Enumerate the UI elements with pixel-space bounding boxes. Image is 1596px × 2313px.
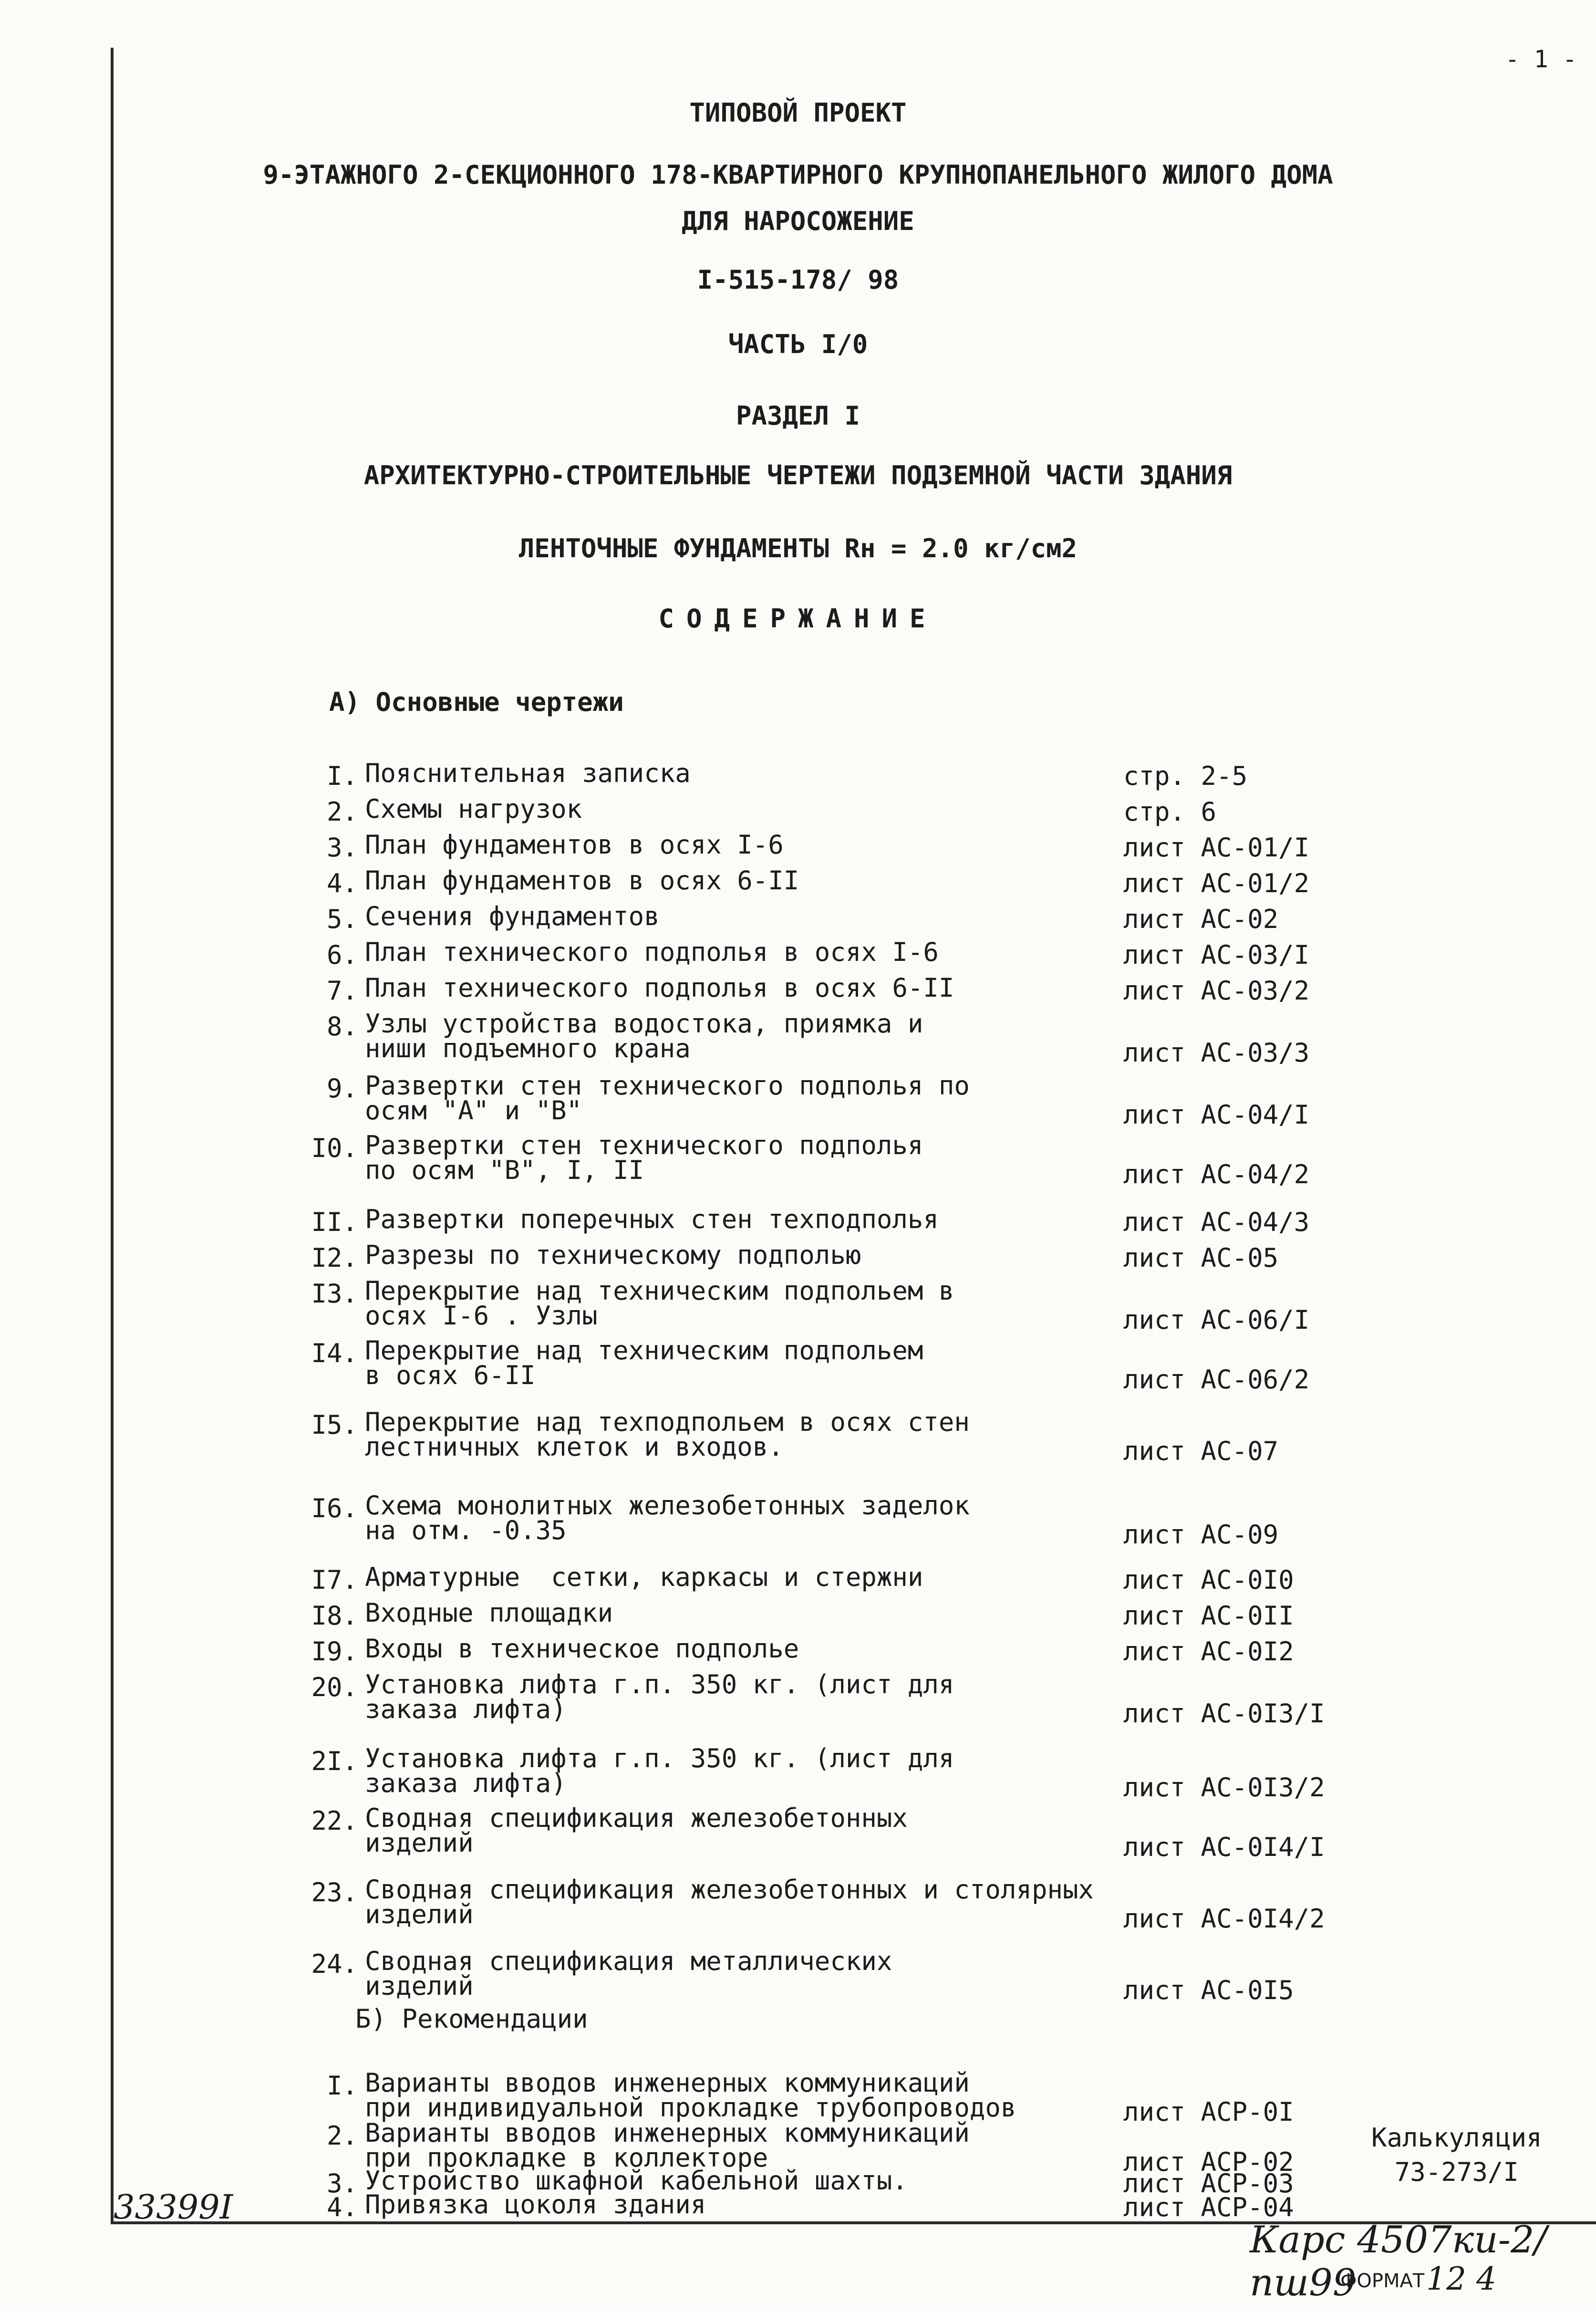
- contents-item-title: Узлы устройства водостока, приямка и ниши подъемного крана: [365, 1009, 923, 1063]
- contents-item-sheet: лист АС-07: [1123, 1436, 1279, 1466]
- contents-item-title: Перекрытие над техническим подпольем в осях 6-II: [365, 1335, 923, 1390]
- contents-item-number: I.: [326, 2071, 358, 2101]
- page-number: - 1 -: [1505, 45, 1577, 73]
- calculation-label: Калькуляция: [1371, 2123, 1542, 2153]
- contents-item-title: Сводная спецификация железобетонных и столярных изделий: [365, 1875, 1094, 1929]
- header-section: РАЗДЕЛ I: [736, 401, 860, 431]
- contents-item-sheet: лист АСР-03: [1123, 2168, 1294, 2198]
- contents-item-number: I5.: [311, 1410, 358, 1440]
- contents-item-number: 2I.: [311, 1746, 358, 1776]
- contents-item-title: План фундаментов в осях 6-II: [365, 865, 799, 896]
- contents-item-number: I4.: [311, 1338, 358, 1368]
- contents-item-title: Сводная спецификация металлических изделий: [365, 1946, 892, 2001]
- contents-item-sheet: лист АС-0I4/2: [1123, 1904, 1325, 1934]
- contents-item-number: 20.: [311, 1672, 358, 1702]
- format-label: ФОРМАТ: [1340, 2270, 1425, 2292]
- handwritten-note: Карс 4507ки-2/пш99: [1250, 2219, 1547, 2304]
- header-title-type: ТИПОВОЙ ПРОЕКТ: [689, 98, 907, 128]
- contents-item-sheet: лист АС-0II: [1123, 1601, 1294, 1631]
- contents-item-number: 6.: [326, 940, 358, 970]
- contents-item-title: План фундаментов в осях I-6: [365, 830, 784, 860]
- contents-item-number: 23.: [311, 1877, 358, 1907]
- contents-item-sheet: стр. 6: [1123, 797, 1217, 827]
- contents-item-title: Схема монолитных железобетонных заделок на отм. -0.35: [365, 1490, 970, 1545]
- contents-item-sheet: лист АС-06/2: [1123, 1365, 1310, 1395]
- header-purpose: ДЛЯ НАРОСОЖЕНИЕ: [682, 206, 914, 236]
- contents-item-number: I2.: [311, 1243, 358, 1273]
- contents-item-sheet: лист АС-05: [1123, 1243, 1279, 1273]
- contents-item-number: 24.: [311, 1949, 358, 1979]
- contents-item-number: 5.: [326, 904, 358, 934]
- frame-left-border: [111, 48, 114, 2223]
- calculation-block: [1371, 2121, 1542, 2189]
- contents-item-sheet: лист АС-03/3: [1123, 1038, 1310, 1068]
- header-foundation-spec: ЛЕНТОЧНЫЕ ФУНДАМЕНТЫ Rн = 2.0 кг/см2: [518, 533, 1078, 563]
- contents-item-number: I9.: [311, 1636, 358, 1667]
- contents-item-number: 4.: [326, 2192, 358, 2222]
- contents-item-sheet: лист АС-0I2: [1123, 1636, 1294, 1667]
- contents-item-number: I6.: [311, 1493, 358, 1523]
- contents-item-title: Развертки стен технического подполья по осям "А" и "В": [365, 1071, 970, 1125]
- contents-item-title: Устройство шкафной кабельной шахты.: [365, 2166, 908, 2196]
- calculation-value: 73-273/I: [1394, 2157, 1519, 2187]
- contents-item-number: 2.: [326, 2121, 358, 2151]
- contents-item-title: Входы в техническое подполье: [365, 1634, 799, 1664]
- contents-item-sheet: стр. 2-5: [1123, 761, 1248, 791]
- contents-item-number: 9.: [326, 1073, 358, 1104]
- contents-item-sheet: лист АС-0I0: [1123, 1565, 1294, 1595]
- contents-item-number: 22.: [311, 1806, 358, 1836]
- contents-item-sheet: лист АС-0I3/2: [1123, 1772, 1325, 1802]
- contents-item-sheet: лист АС-04/3: [1123, 1207, 1310, 1237]
- contents-item-sheet: лист АСР-02: [1123, 2147, 1294, 2177]
- contents-item-sheet: лист АС-06/I: [1123, 1305, 1310, 1335]
- contents-item-number: I8.: [311, 1601, 358, 1631]
- header-section-title: АРХИТЕКТУРНО-СТРОИТЕЛЬНЫЕ ЧЕРТЕЖИ ПОДЗЕМНОЙ ЧАСТИ ЗДАНИЯ: [363, 460, 1233, 490]
- contents-item-title: Сводная спецификация железобетонных изделий: [365, 1803, 908, 1858]
- contents-item-title: Пояснительная записка: [365, 758, 691, 788]
- archive-number: 33399I: [114, 2188, 233, 2227]
- contents-item-number: 4.: [326, 868, 358, 898]
- contents-item-title: Установка лифта г.п. 350 кг. (лист для заказа лифта): [365, 1669, 954, 1724]
- contents-item-sheet: лист АС-09: [1123, 1520, 1279, 1550]
- contents-item-title: Перекрытие над техподпольем в осях стен лестничных клеток и входов.: [365, 1407, 970, 1462]
- contents-item-number: I.: [326, 761, 358, 791]
- contents-item-sheet: лист АС-01/I: [1123, 833, 1310, 863]
- contents-item-number: 7.: [326, 976, 358, 1006]
- contents-item-title: План технического подполья в осях I-6: [365, 937, 939, 967]
- contents-item-sheet: лист АС-03/I: [1123, 940, 1310, 970]
- contents-item-sheet: лист АС-04/2: [1123, 1159, 1310, 1189]
- contents-item-number: I0.: [311, 1133, 358, 1163]
- contents-item-title: Установка лифта г.п. 350 кг. (лист для заказа лифта): [365, 1743, 954, 1798]
- contents-item-title: Разрезы по техническому подполью: [365, 1240, 861, 1270]
- contents-item-title: План технического подполья в осях 6-II: [365, 973, 954, 1003]
- section-a-heading: А) Основные чертежи: [329, 687, 624, 717]
- contents-item-title: Арматурные сетки, каркасы и стержни: [365, 1562, 923, 1592]
- contents-item-number: I3.: [311, 1279, 358, 1309]
- contents-item-number: 2.: [326, 797, 358, 827]
- contents-item-title: Перекрытие над техническим подпольем в осях I-6 . Узлы: [365, 1276, 954, 1331]
- contents-item-sheet: лист АС-0I4/I: [1123, 1832, 1325, 1862]
- contents-item-number: I7.: [311, 1565, 358, 1595]
- contents-item-sheet: лист АСР-0I: [1123, 2097, 1294, 2127]
- contents-item-number: 3.: [326, 833, 358, 863]
- contents-item-number: 3.: [326, 2168, 358, 2198]
- contents-item-title: Привязка цоколя здания: [365, 2189, 706, 2219]
- contents-item-sheet: лист АС-04/I: [1123, 1100, 1310, 1130]
- contents-item-title: Входные площадки: [365, 1598, 613, 1628]
- contents-item-number: II.: [311, 1207, 358, 1237]
- contents-item-sheet: лист АС-01/2: [1123, 868, 1310, 898]
- format-value: 12 4: [1426, 2261, 1496, 2297]
- contents-item-title: Развертки стен технического подполья по осям "В", I, II: [365, 1130, 923, 1185]
- contents-item-sheet: лист АСР-04: [1123, 2192, 1294, 2222]
- contents-item-sheet: лист АС-0I5: [1123, 1975, 1294, 2005]
- contents-item-sheet: лист АС-02: [1123, 904, 1279, 934]
- contents-item-title: Схемы нагрузок: [365, 794, 582, 824]
- contents-title: СОДЕРЖАНИЕ: [658, 604, 938, 634]
- contents-item-sheet: лист АС-0I3/I: [1123, 1698, 1325, 1729]
- contents-item-number: 8.: [326, 1011, 358, 1042]
- contents-item-sheet: лист АС-03/2: [1123, 976, 1310, 1006]
- section-b-heading: Б) Рекомендации: [355, 2004, 588, 2034]
- header-building-description: 9-ЭТАЖНОГО 2-СЕКЦИОННОГО 178-КВАРТИРНОГО КРУПНОПАНЕЛЬНОГО ЖИЛОГО ДОМА: [263, 160, 1333, 190]
- contents-item-title: Развертки поперечных стен техподполья: [365, 1204, 939, 1234]
- header-project-code: I-515-178/ 98: [697, 265, 899, 295]
- contents-item-title: Варианты вводов инженерных коммуникаций при прокладке в коллекторе: [365, 2118, 970, 2173]
- contents-item-title: Варианты вводов инженерных коммуникаций при индивидуальной прокладке трубопроводов: [365, 2068, 1016, 2123]
- contents-item-title: Сечения фундаментов: [365, 901, 660, 931]
- header-part: ЧАСТЬ I/0: [728, 329, 868, 359]
